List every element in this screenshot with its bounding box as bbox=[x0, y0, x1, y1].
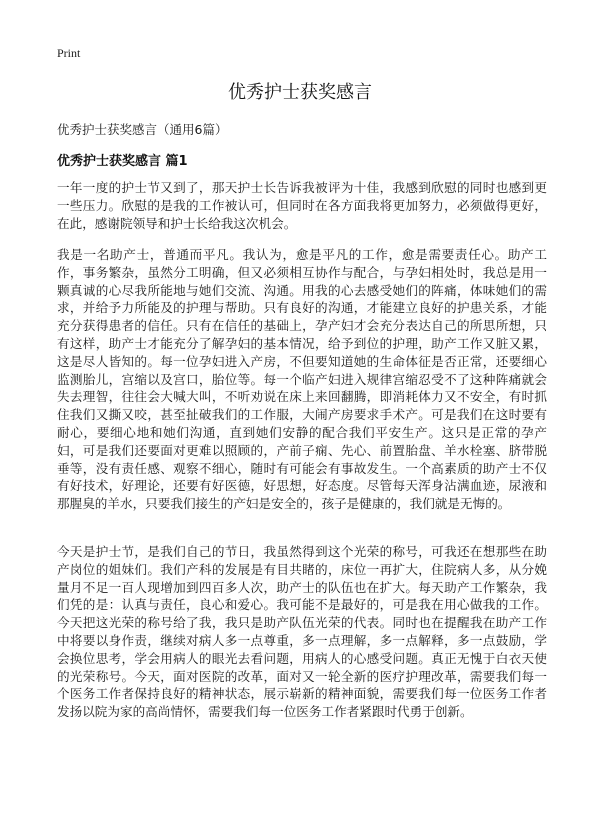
print-link[interactable]: Print bbox=[57, 46, 81, 60]
section-heading: 优秀护士获奖感言 篇1 bbox=[57, 154, 188, 169]
page-title: 优秀护士获奖感言 bbox=[228, 82, 372, 103]
paragraph: 我是一名助产士，普通而平凡。我认为，愈是平凡的工作，愈是需要责任心。助产工作，事务繁杂，虽然分工明确，但又必须相互协作与配合，与孕妇相处时，我总是用一颗真诚的心尽我所能地与她们交流、沟通。用我的心去感受她们的阵痛，体味她们的需求，并给予力所能及的护理与帮助。只有良好的沟通，才能建立良好的护患关系，才能充分获得患者的信任。只有在信任的基础上，孕产妇才会充分表达自己的所思所想，只有这样，助产士才能充分了解孕妇的基本情况，给予到位的护理，助产工作又脏又累，这是尽人皆知的。每一位孕妇进入产房，不但要知道她的生命体征是否正常，还要细心监测胎儿，宫缩以及宫口，胎位等。每一个临产妇进入规律宫缩忍受不了这种阵痛就会失去理智，往往会大喊大叫，不听劝说在床上来回翻腾，即消耗体力又不安全，有时抓住我们又撕又咬，甚至扯破我们的工作服，大闹产房要求手术产。可是我们在这时要有耐心，要细心地和她们沟通，直到她们安静的配合我们平安生产。这只是正常的孕产妇，可是我们还要面对更难以照顾的，产前子痫、先心、前置胎盘、羊水栓塞、脐带脱垂等，没有责任感、观察不细心，随时有可能会有事故发生。一个高素质的助产士不仅有好技术，好理论，还要有好医德，好思想，好态度。尽管每天浑身沾满血迹，尿液和那腥臭的羊水，只要我们接生的产妇是安全的，孩子是健康的，我们就是无悔的。 bbox=[57, 247, 547, 512]
paragraph: 一年一度的护士节又到了，那天护士长告诉我被评为十佳，我感到欣慰的同时也感到更一些压力。欣慰的是我的工作被认可，但同时在各方面我将更加努力，必须做得更好，在此，感谢院领导和护士长给我这次机会。 bbox=[57, 180, 547, 231]
document-subtitle: 优秀护士获奖感言（通用6篇） bbox=[57, 122, 228, 137]
paragraph: 今天是护士节，是我们自己的节日，我虽然得到这个光荣的称号，可我还在想那些在助产岗位的姐妹们。我们产科的发展是有目共睹的，床位一再扩大，住院病人多，从分娩量月不足一百人现增加到四百多人次，助产士的队伍也在扩大。每天助产工作繁杂，我们凭的是：认真与责任，良心和爱心。我可能不是最好的，可是我在用心做我的工作。今天把这光荣的称号给了我，我只是助产队伍光荣的代表。同时也在提醒我在助产工作中将要以身作责，继续对病人多一点尊重，多一点理解，多一点解释，多一点鼓励，学会换位思考，学会用病人的眼光去看问题，用病人的心感受问题。真正无愧于白衣天使的光荣称号。今天，面对医院的改革，面对又一轮全新的医疗护理改革，需要我们每一个医务工作者保持良好的精神状态，展示崭新的精神面貌，需要我们每一位医务工作者发扬以院为家的高尚情怀，需要我们每一位医务工作者紧跟时代勇于创新。 bbox=[57, 544, 547, 720]
